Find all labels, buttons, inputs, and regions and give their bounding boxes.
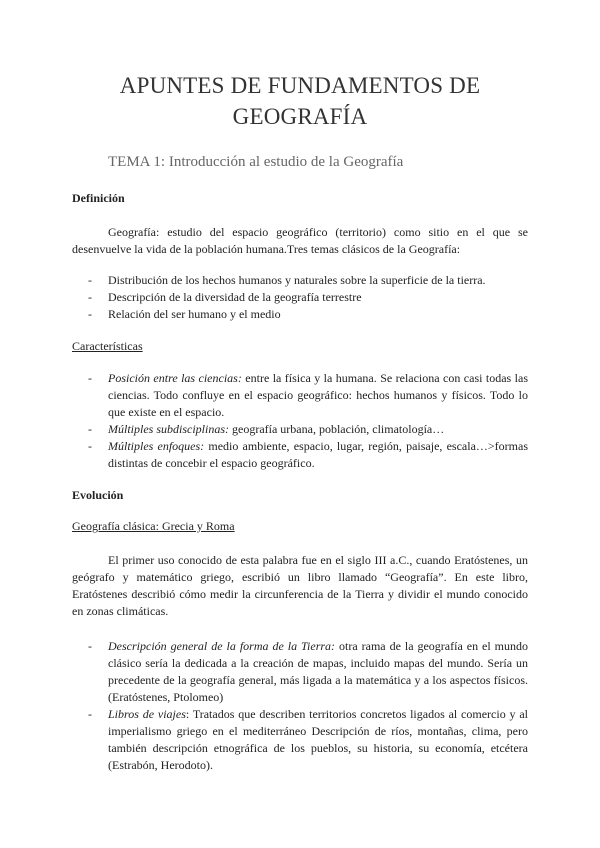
item-text: medio ambiente, espacio, lugar, región, paisaje, escala…>formas distintas de concebir el espacio geográfico. <box>108 439 528 470</box>
list-item <box>72 638 528 706</box>
list-item <box>72 438 528 472</box>
definicion-list <box>72 272 528 323</box>
item-lead: Libros de viajes <box>108 707 186 721</box>
evolucion-paragraph: El primer uso conocido de esta palabra fue en el siglo III a.C., cuando Eratóstenes, un geógrafo y matemático griego, escribió un libro llamado “Geografía”. En este libro, Eratóstenes describió cómo medir la circunferencia de la Tierra y dividir el mundo conocido en zonas climáticas. <box>72 553 528 618</box>
list-item: - Relación del ser humano y el medio <box>72 306 528 323</box>
item-lead: Múltiples subdisciplinas: <box>108 422 229 436</box>
list-item <box>72 706 528 774</box>
item-text: : Tratados que describen territorios concretos ligados al comercio y al imperialismo griego en el mediterráneo Descripción de ríos, montañas, clima, pero también descripción etnográfica de los pueblos, su historia, su economía, etcétera (Estrabón, Herodoto). <box>108 707 528 772</box>
subheading-geografia-clasica: Geografía clásica: Grecia y Roma <box>72 519 235 533</box>
heading-definicion: Definición <box>72 191 125 205</box>
heading-evolucion: Evolución <box>72 488 124 502</box>
item-text: otra rama de la geografía en el mundo clásico sería la dedicada a la creación de mapas, incluido mapas del mundo. Sería un precedente de la geografía general, más ligada a la matemática y a los aspectos físicos. (Eratóstenes, Ptolomeo) <box>108 639 528 704</box>
document-title <box>72 70 528 132</box>
list-item <box>72 370 528 421</box>
document-page <box>72 70 528 774</box>
list-item <box>72 421 528 438</box>
item-lead: Descripción general de la forma de la Tierra: <box>108 639 336 653</box>
title-line-2: GEOGRAFÍA <box>232 104 368 129</box>
heading-caracteristicas: Características <box>72 339 143 353</box>
title-line-1: APUNTES DE FUNDAMENTOS DE <box>119 73 481 98</box>
item-text: entre la física y la humana. Se relaciona con casi todas las ciencias. Todo confluye en el espacio geográfico: hechos humanos y físicos. Todo lo que existe en el espacio. <box>108 371 528 419</box>
subtitle: TEMA 1: Introducción al estudio de la Geografía <box>108 154 404 170</box>
evolucion-list <box>72 638 528 774</box>
definicion-paragraph: Geografía: estudio del espacio geográfico (territorio) como sitio en el que se desenvuelve la vida de la población humana.Tres temas clásicos de la Geografía: <box>72 225 528 256</box>
item-lead: Múltiples enfoques: <box>108 439 205 453</box>
caracteristicas-list <box>72 370 528 472</box>
item-lead: Posición entre las ciencias: <box>108 371 242 385</box>
list-item: - Descripción de la diversidad de la geografía terrestre <box>72 289 528 306</box>
list-item: - Distribución de los hechos humanos y naturales sobre la superficie de la tierra. <box>72 272 528 289</box>
item-text: geografía urbana, población, climatología… <box>229 422 445 436</box>
